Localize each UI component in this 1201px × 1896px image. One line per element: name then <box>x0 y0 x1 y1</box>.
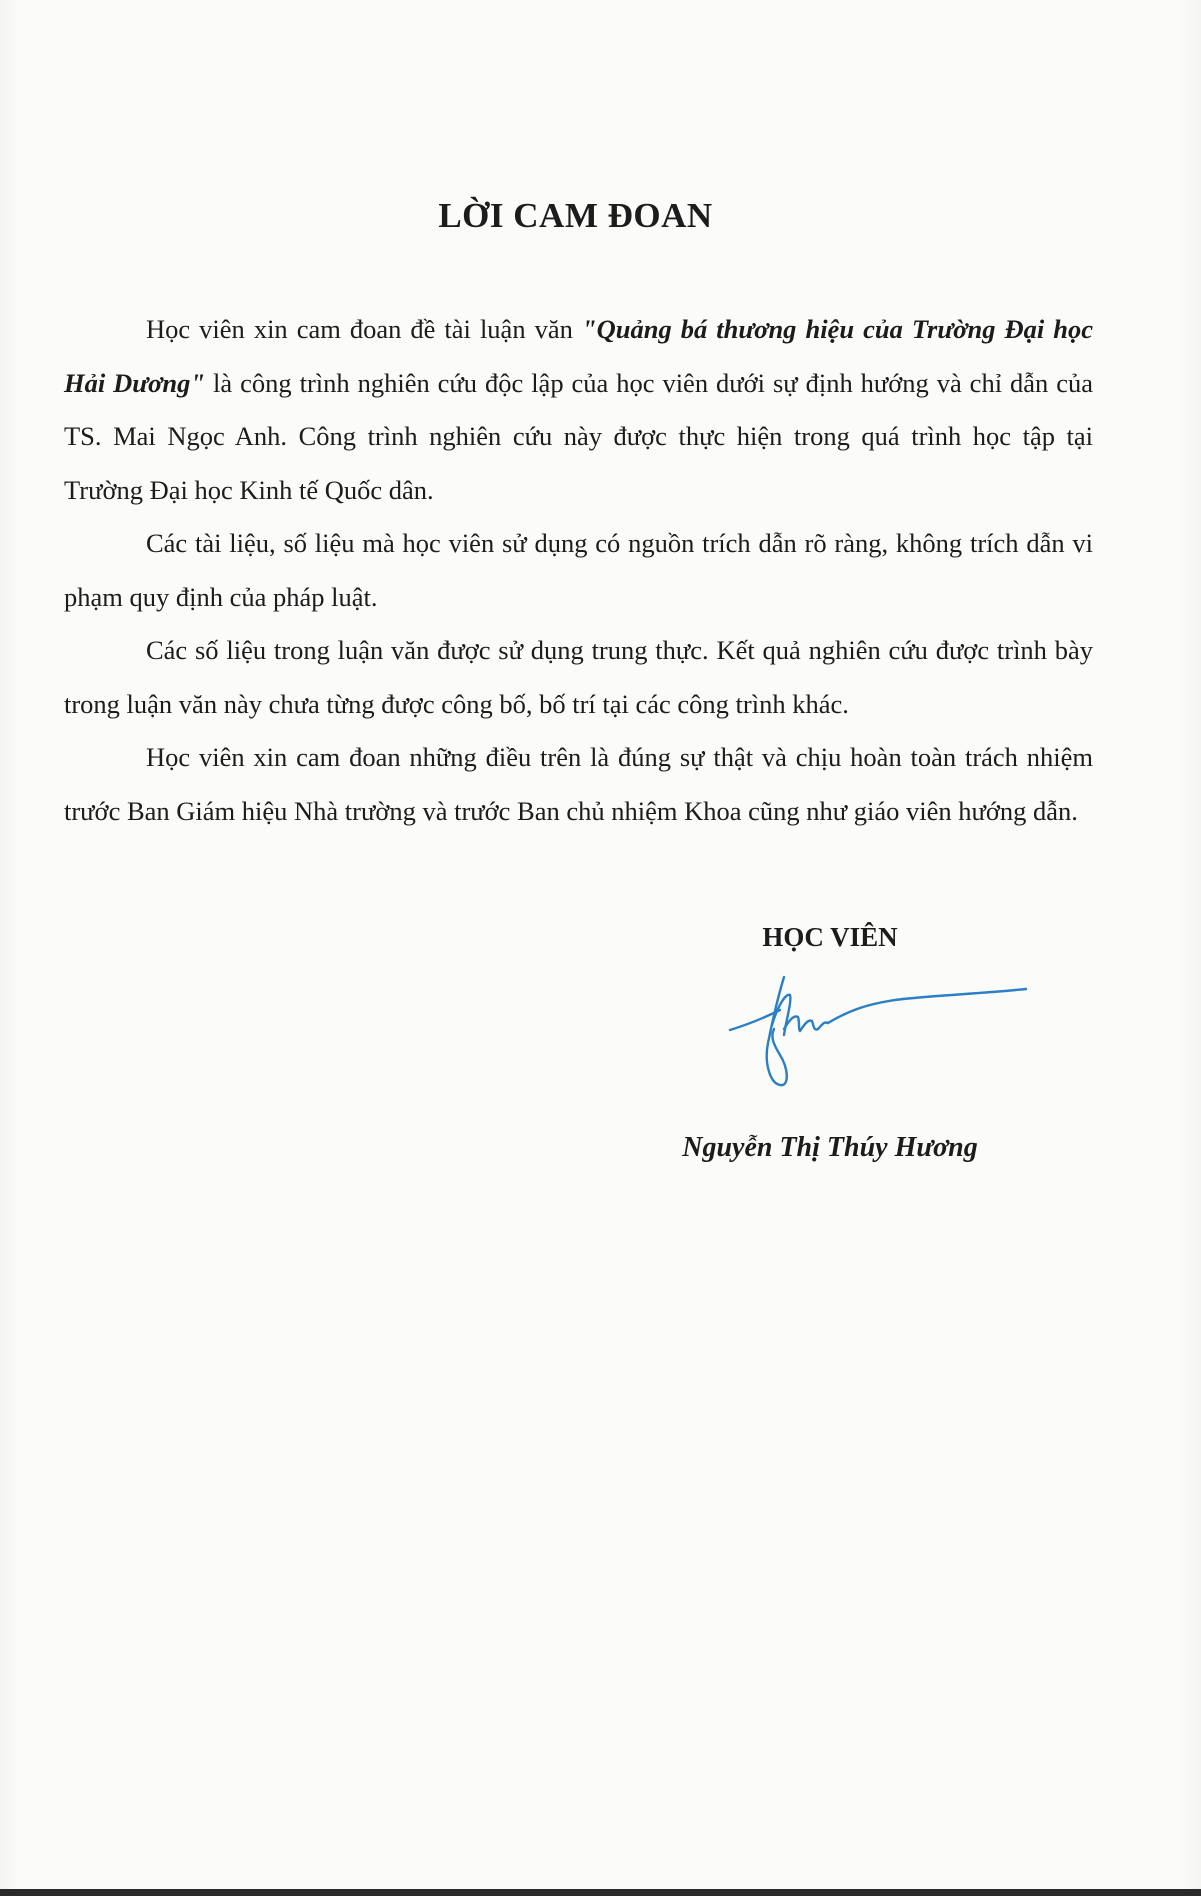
paragraph-3: Các số liệu trong luận văn được sử dụng trung thực. Kết quả nghiên cứu được trình bày trong luận văn này chưa từng được công bố, bố trí tại các công trình khác. <box>64 635 1093 719</box>
document-body <box>64 303 1093 838</box>
paragraph-4: Học viên xin cam đoan những điều trên là đúng sự thật và chịu hoàn toàn trách nhiệm trước Ban Giám hiệu Nhà trường và trước Ban chủ nhiệm Khoa cũng như giáo viên hướng dẫn. <box>64 742 1093 826</box>
handwritten-signature <box>728 975 1028 1090</box>
paragraph-1 <box>64 303 1093 517</box>
signature-role-label: HỌC VIÊN <box>762 922 898 952</box>
paragraph-2: Các tài liệu, số liệu mà học viên sử dụng có nguồn trích dẫn rõ ràng, không trích dẫn vi phạm quy định của pháp luật. <box>64 528 1093 612</box>
document-title: LỜI CAM ĐOAN <box>438 196 713 235</box>
paragraph-1-rest: là công trình nghiên cứu độc lập của học viên dưới sự định hướng và chỉ dẫn của TS. Mai Ngọc Anh. Công trình nghiên cứu này được thực hiện trong quá trình học tập tại Trường Đại học Kinh tế Quốc dân. <box>64 367 1093 505</box>
paragraph-1-intro: Học viên xin cam đoan đề tài luận văn <box>146 314 582 344</box>
thesis-title: "Quảng bá thương hiệu của Trường Đại học Hải Dương" <box>64 314 1093 398</box>
signer-name: Nguyễn Thị Thúy Hương <box>682 1132 978 1163</box>
page-bottom-edge <box>0 1889 1201 1896</box>
